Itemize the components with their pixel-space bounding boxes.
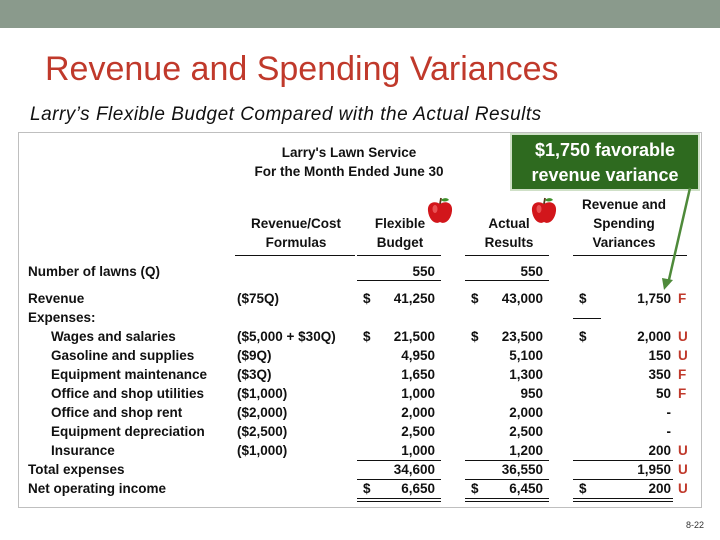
dollar-sign: $ xyxy=(579,291,587,306)
dollar-sign: $ xyxy=(471,329,479,344)
top-banner xyxy=(0,0,720,28)
page-number: 8-22 xyxy=(686,520,705,530)
expense-label: Gasoline and supplies xyxy=(51,348,195,363)
header-actual-results: Actual Results xyxy=(484,216,534,250)
row-underline xyxy=(465,280,549,281)
revenue-formula: ($75Q) xyxy=(237,291,280,306)
expense-fu-flag: U xyxy=(678,443,688,458)
total-actual: 36,550 xyxy=(501,462,543,477)
dollar-sign: $ xyxy=(363,291,371,306)
net-variance: 200 xyxy=(648,481,671,496)
expense-actual: 1,200 xyxy=(509,443,543,458)
header-formulas: Revenue/Cost Formulas xyxy=(250,216,342,250)
expense-formula: ($2,500) xyxy=(237,424,288,439)
expense-actual: 1,300 xyxy=(509,367,543,382)
header-underline xyxy=(357,255,441,256)
expense-formula: ($2,000) xyxy=(237,405,288,420)
revenue-fu-flag: F xyxy=(678,291,687,306)
expense-formula: ($1,000) xyxy=(237,443,288,458)
apple-icon xyxy=(530,196,558,226)
lawns-actual: 550 xyxy=(520,264,543,279)
expense-variance: 50 xyxy=(655,386,671,401)
expense-flexible: 21,500 xyxy=(393,329,435,344)
row-label: Total expenses xyxy=(28,462,125,477)
expense-actual: 5,100 xyxy=(509,348,543,363)
double-underline xyxy=(573,501,673,502)
report-period: For the Month Ended June 30 xyxy=(254,164,444,179)
net-fu-flag: U xyxy=(678,481,688,496)
expense-variance: 2,000 xyxy=(637,329,671,344)
company-name: Larry's Lawn Service xyxy=(281,145,417,160)
slide-title: Revenue and Spending Variances xyxy=(45,50,559,88)
expense-variance: - xyxy=(666,405,671,420)
double-underline xyxy=(573,498,673,499)
row-label: Net operating income xyxy=(28,481,167,496)
favorable-variance-callout: $1,750 favorable revenue variance xyxy=(510,133,700,191)
expense-flexible: 4,950 xyxy=(401,348,435,363)
expense-actual: 2,000 xyxy=(509,405,543,420)
expense-flexible: 1,650 xyxy=(401,367,435,382)
expense-flexible: 1,000 xyxy=(401,443,435,458)
expense-variance: 200 xyxy=(648,443,671,458)
total-variance: 1,950 xyxy=(637,462,671,477)
apple-icon xyxy=(426,196,454,226)
expense-label: Equipment maintenance xyxy=(51,367,208,382)
expense-actual: 950 xyxy=(520,386,543,401)
expense-formula: ($9Q) xyxy=(237,348,272,363)
expense-formula: ($1,000) xyxy=(237,386,288,401)
expense-flexible: 2,000 xyxy=(401,405,435,420)
double-underline xyxy=(357,498,441,499)
expense-label: Equipment depreciation xyxy=(51,424,205,439)
total-fu-flag: U xyxy=(678,462,688,477)
expense-variance: 150 xyxy=(648,348,671,363)
expense-variance: - xyxy=(666,424,671,439)
revenue-variance: 1,750 xyxy=(637,291,671,306)
expense-fu-flag: U xyxy=(678,329,688,344)
callout-arrow-icon xyxy=(640,186,700,296)
total-flexible: 34,600 xyxy=(393,462,435,477)
expense-actual: 2,500 xyxy=(509,424,543,439)
expense-fu-flag: F xyxy=(678,386,687,401)
net-flexible: 6,650 xyxy=(401,481,435,496)
expenses-heading: Expenses: xyxy=(28,310,96,325)
dollar-sign: $ xyxy=(471,481,479,496)
lawns-flexible: 550 xyxy=(412,264,435,279)
double-underline xyxy=(357,501,441,502)
expense-label: Office and shop utilities xyxy=(51,386,205,401)
expense-formula: ($3Q) xyxy=(237,367,272,382)
dollar-sign: $ xyxy=(579,329,587,344)
revenue-actual: 43,000 xyxy=(501,291,543,306)
double-underline xyxy=(465,498,549,499)
expense-label: Office and shop rent xyxy=(51,405,183,420)
dollar-sign: $ xyxy=(579,481,587,496)
row-underline xyxy=(357,280,441,281)
expense-flexible: 1,000 xyxy=(401,386,435,401)
expense-variance: 350 xyxy=(648,367,671,382)
expense-label: Wages and salaries xyxy=(51,329,176,344)
net-actual: 6,450 xyxy=(509,481,543,496)
dollar-sign: $ xyxy=(363,481,371,496)
row-label: Number of lawns (Q) xyxy=(28,264,161,279)
row-label: Revenue xyxy=(28,291,85,306)
header-underline xyxy=(235,255,355,256)
expense-actual: 23,500 xyxy=(501,329,543,344)
expense-fu-flag: F xyxy=(678,367,687,382)
header-flexible-budget: Flexible Budget xyxy=(374,216,426,250)
expense-label: Insurance xyxy=(51,443,115,458)
dollar-sign: $ xyxy=(363,329,371,344)
expense-fu-flag: U xyxy=(678,348,688,363)
dollar-sign: $ xyxy=(471,291,479,306)
double-underline xyxy=(465,501,549,502)
revenue-flexible: 41,250 xyxy=(393,291,435,306)
expense-formula: ($5,000 + $30Q) xyxy=(237,329,336,344)
slide-subtitle: Larry’s Flexible Budget Compared with the Actual Results xyxy=(30,104,542,125)
expense-flexible: 2,500 xyxy=(401,424,435,439)
row-underline xyxy=(573,318,601,319)
header-underline xyxy=(465,255,549,256)
header-variances: Revenue and Spending Variances xyxy=(581,197,667,250)
